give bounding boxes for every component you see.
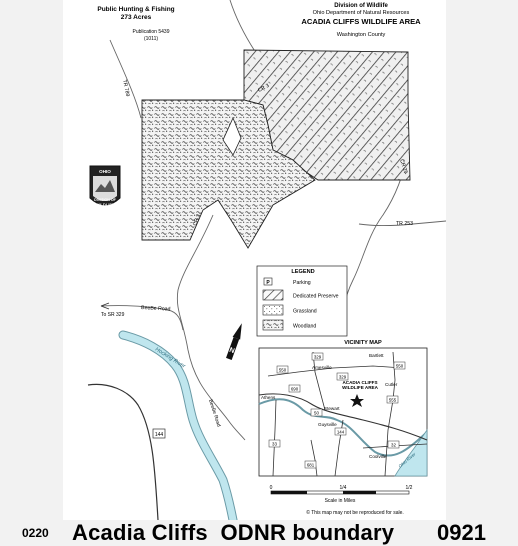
route-329a-label: 329 bbox=[313, 354, 322, 360]
publication-number: Publication 5439 bbox=[132, 29, 170, 35]
north-label: N bbox=[228, 346, 236, 356]
route-144-vicinity-label: 144 bbox=[336, 429, 345, 435]
place-ohio-river: Ohio River bbox=[397, 451, 417, 469]
route-32-label: 32 bbox=[391, 442, 396, 448]
route-550b-label: 550 bbox=[395, 363, 404, 369]
vicinity-title: VICINITY MAP bbox=[344, 340, 382, 346]
beebe-road-vertical-label: BeeBe Road bbox=[207, 398, 222, 428]
scale-bar bbox=[270, 485, 413, 504]
agency-department: Ohio Department of Natural Resources bbox=[312, 10, 410, 16]
badge-bottom-text-2: WILDLIFE bbox=[95, 202, 115, 207]
place-cutler: Cutler bbox=[385, 382, 398, 387]
legend bbox=[257, 266, 347, 336]
map-canvas bbox=[63, 0, 446, 520]
legend-preserve-swatch bbox=[263, 290, 283, 300]
route-329b-label: 329 bbox=[338, 374, 347, 380]
to-sr329-label: To SR 329 bbox=[101, 312, 125, 318]
beebe-road-label: BeeBe Road bbox=[140, 305, 171, 313]
reproduction-notice: © This map may not be reproduced for sale. bbox=[306, 510, 404, 516]
legend-parking-label: Parking bbox=[293, 280, 311, 286]
badge-top-text: OHIO bbox=[99, 169, 111, 174]
parking-symbol: P bbox=[266, 279, 270, 286]
publication-date: (1011) bbox=[143, 36, 159, 42]
legend-title: LEGEND bbox=[291, 269, 315, 275]
place-guysville: Guysville bbox=[318, 422, 337, 427]
cr3-left-label: CR 3 bbox=[192, 213, 202, 227]
hocking-river-label: Hocking River bbox=[153, 346, 187, 370]
caption-left-code: 0220 bbox=[22, 526, 49, 540]
caption-title: Acadia Cliffs ODNR boundary bbox=[72, 520, 395, 545]
scale-label: Scale in Miles bbox=[324, 498, 356, 504]
division-of-wildlife-badge bbox=[90, 166, 120, 207]
legend-woodland-label: Woodland bbox=[293, 323, 317, 330]
scale-tick-quarter: 1/4 bbox=[339, 485, 347, 491]
map-sheet bbox=[63, 0, 446, 520]
caption-right-code: 0921 bbox=[437, 520, 486, 545]
route-144-road bbox=[88, 384, 158, 520]
place-stewart: Stewart bbox=[324, 406, 340, 411]
place-bartlett: Bartlett bbox=[369, 353, 384, 358]
cr3-top-label: CR 3 bbox=[257, 82, 271, 94]
bottom-caption-bar bbox=[0, 520, 518, 543]
county-name: Washington County bbox=[336, 32, 386, 38]
scale-tick-0: 0 bbox=[269, 485, 273, 491]
agency-division: Division of Wildlife bbox=[334, 3, 388, 9]
route-690-label: 690 bbox=[290, 386, 299, 392]
scale-tick-half: 1/2 bbox=[405, 485, 413, 491]
vicinity-map bbox=[259, 340, 427, 476]
place-amesville: Amesville bbox=[312, 365, 332, 370]
route-681-label: 681 bbox=[306, 462, 315, 468]
scale-bar-segment-1 bbox=[271, 491, 307, 494]
badge-bottom-text-1: DIVISION OF bbox=[94, 198, 116, 202]
legend-woodland-swatch bbox=[263, 320, 283, 330]
legend-grassland-swatch bbox=[263, 305, 283, 315]
hunting-fishing-title: Public Hunting & Fishing bbox=[97, 6, 175, 13]
place-acadia-line2: WILDLIFE AREA bbox=[342, 385, 378, 390]
place-acadia-line1: ACADIA CLIFFS bbox=[342, 380, 378, 385]
route-144-label: 144 bbox=[154, 432, 164, 438]
route-33-label: 33 bbox=[272, 441, 277, 447]
north-arrow-icon bbox=[225, 322, 246, 360]
legend-grassland-label: Grassland bbox=[293, 308, 317, 315]
cr26-label: CR 26 bbox=[398, 158, 409, 175]
route-555-label: 555 bbox=[388, 397, 397, 403]
legend-preserve-label: Dedicated Preserve bbox=[293, 293, 339, 300]
route-50-label: 50 bbox=[314, 410, 319, 416]
acreage-label: 273 Acres bbox=[120, 14, 152, 21]
place-athens: Athens bbox=[261, 395, 276, 400]
route-550a-label: 550 bbox=[278, 367, 287, 373]
scale-bar-segment-2 bbox=[343, 491, 376, 494]
tr253-label: TR 253 bbox=[396, 221, 414, 227]
wildlife-area-name: ACADIA CLIFFS WILDLIFE AREA bbox=[301, 17, 421, 26]
tr789-label: TR 789 bbox=[121, 79, 131, 98]
place-coolville: Coolville bbox=[369, 454, 387, 459]
